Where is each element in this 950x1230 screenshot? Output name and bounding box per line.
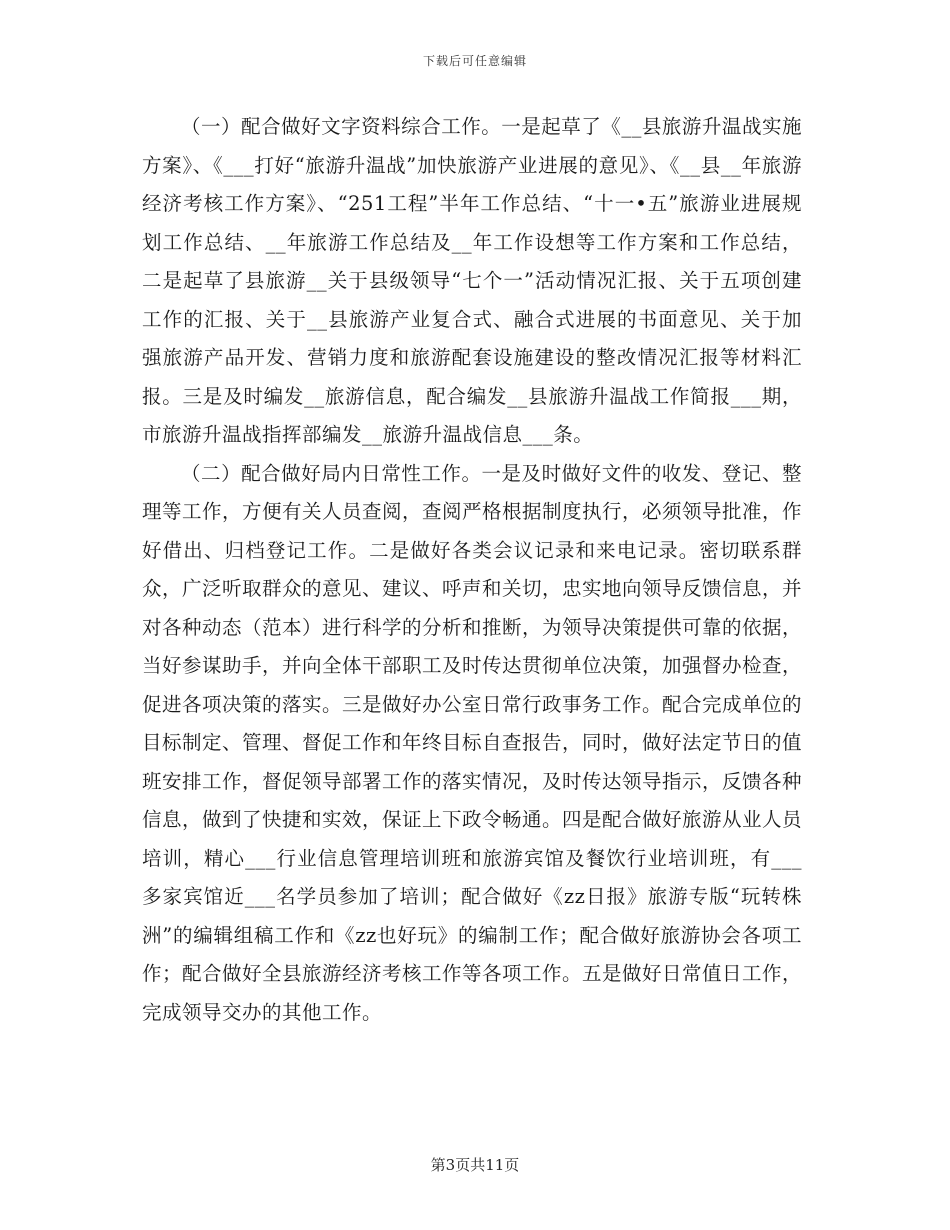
paragraph-1: （一）配合做好文字资料综合工作。一是起草了《__县旅游升温战实施方案》、《___打好“旅游升温战”加快旅游产业进展的意见》、《__县__年旅游经济考核工作方案》、“251工程”半年工作总结、“十一•五”旅游业进展规划工作总结、__年旅游工作总结及__年工作设想等工作方案和工作总结，二是起草了县旅游__关于县级领导“七个一”活动情况汇报、关于五项创建工作的汇报、关于__县旅游产业复合式、融合式进展的书面意见、关于加强旅游产品开发、营销力度和旅游配套设施建设的整改情况汇报等材料汇报。三是及时编发__旅游信息，配合编发__县旅游升温战工作简报___期，市旅游升温战指挥部编发__旅游升温战信息___条。 bbox=[142, 115, 802, 446]
page-header: 下载后可任意编辑 bbox=[422, 54, 527, 68]
document-body bbox=[142, 108, 802, 1032]
page-footer: 第3页共11页 bbox=[430, 1156, 520, 1174]
paragraph-2: （二）配合做好局内日常性工作。一是及时做好文件的收发、登记、整理等工作，方便有关人员查阅，查阅严格根据制度执行，必须领导批准，作好借出、归档登记工作。二是做好各类会议记录和来电记录。密切联系群众，广泛听取群众的意见、建议、呼声和关切，忠实地向领导反馈信息，并对各种动态（范本）进行科学的分析和推断，为领导决策提供可靠的依据，当好参谋助手，并向全体干部职工及时传达贯彻单位决策，加强督办检查，促进各项决策的落实。三是做好办公室日常行政事务工作。配合完成单位的目标制定、管理、督促工作和年终目标自查报告，同时，做好法定节日的值班安排工作，督促领导部署工作的落实情况，及时传达领导指示，反馈各种信息，做到了快捷和实效，保证上下政令畅通。四是配合做好旅游从业人员培训，精心___行业信息管理培训班和旅游宾馆及餐饮行业培训班，有___多家宾馆近___名学员参加了培训；配合做好《zz日报》旅游专版“玩转株洲”的编辑组稿工作和《zz也好玩》的编制工作；配合做好旅游协会各项工作；配合做好全县旅游经济考核工作等各项工作。五是做好日常值日工作，完成领导交办的其他工作。 bbox=[142, 461, 803, 1024]
